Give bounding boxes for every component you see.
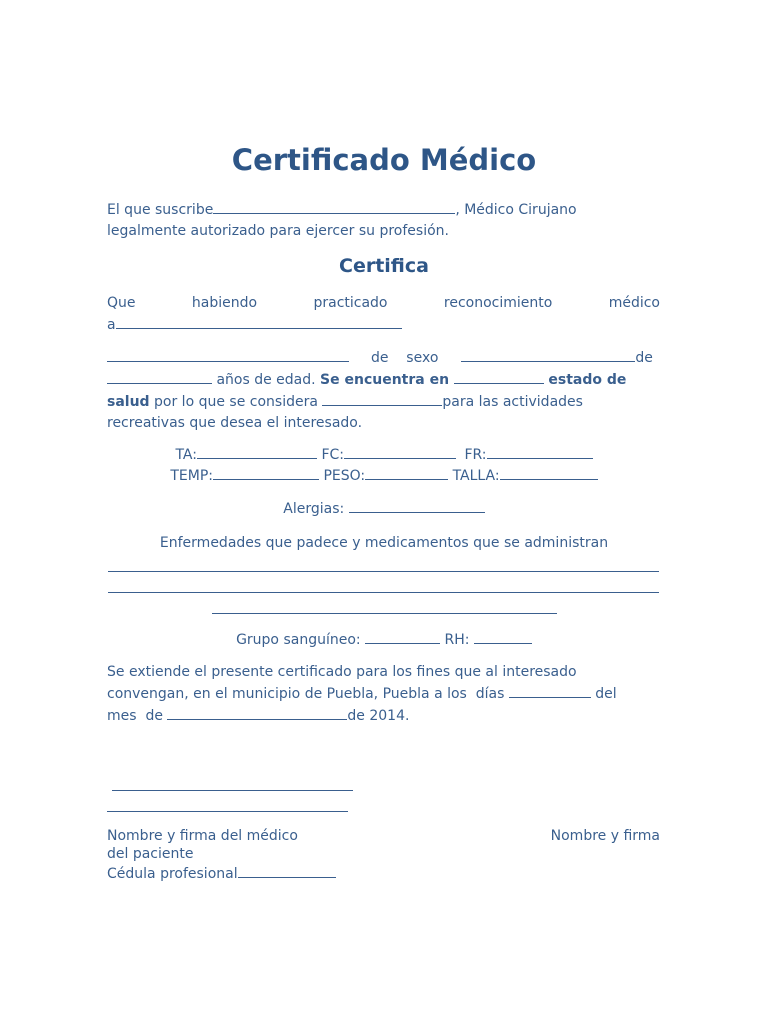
firma-label: Nombre y firma [550, 828, 660, 844]
de-sexo-label: de sexo [371, 350, 439, 366]
health-status-blank[interactable] [454, 369, 544, 384]
dias-blank[interactable] [509, 683, 591, 698]
cedula-label: Cédula profesional [107, 866, 238, 882]
talla-blank[interactable] [500, 465, 598, 480]
recreativas-line: recreativas que desea el interesado. [107, 415, 363, 431]
exam-paragraph [107, 293, 660, 336]
word-practicado: practicado [313, 295, 388, 311]
closing-line-3b: de 2014. [347, 708, 410, 724]
document-title: Certificado Médico [231, 143, 537, 177]
signature-block [107, 827, 660, 883]
rh-blank[interactable] [474, 629, 532, 644]
doctor-signature-line[interactable] [112, 790, 353, 791]
sex-blank[interactable] [461, 347, 635, 362]
grupo-label: Grupo sanguíneo: [236, 632, 366, 648]
fr-label: FR: [464, 447, 487, 463]
fitness-blank[interactable] [322, 391, 442, 406]
salud-label: salud [107, 394, 150, 410]
temp-label: TEMP: [170, 468, 214, 484]
closing-line-2a: convengan, en el municipio de Puebla, Puebla a los días [107, 686, 509, 702]
mes-blank[interactable] [167, 705, 347, 720]
de-label: de [635, 350, 653, 366]
enfermedades-label: Enfermedades que padece y medicamentos que se administran [159, 535, 609, 551]
peso-blank[interactable] [365, 465, 448, 480]
intro-legal: legalmente autorizado para ejercer su profesión. [107, 223, 449, 239]
intro-suscribe: El que suscribe [107, 202, 214, 218]
word-medico: médico [608, 295, 660, 311]
paciente-label: del paciente [107, 846, 194, 862]
vitals-row-2 [0, 465, 768, 487]
patient-name-blank[interactable] [116, 314, 402, 329]
estado-label: estado de [543, 372, 627, 388]
alergias-row [0, 498, 768, 520]
closing-line-3a: mes de [107, 708, 168, 724]
considera-label: por lo que se considera [149, 394, 323, 410]
status-paragraph [107, 347, 660, 434]
alergias-label: Alergias: [283, 501, 349, 517]
grupo-blank[interactable] [365, 629, 440, 644]
age-blank[interactable] [107, 369, 212, 384]
grupo-row [0, 629, 768, 651]
enfermedades-line-2[interactable] [108, 592, 659, 593]
fc-blank[interactable] [344, 444, 456, 459]
vitals-row-1 [0, 444, 768, 466]
intro-cirujano: , Médico Cirujano [455, 202, 577, 218]
section-subtitle: Certifica [339, 255, 429, 277]
fr-blank[interactable] [487, 444, 593, 459]
enfermedades-line-3[interactable] [212, 613, 557, 614]
closing-line-2b: del [590, 686, 617, 702]
cedula-blank[interactable] [238, 863, 336, 878]
ta-blank[interactable] [197, 444, 317, 459]
word-que: Que [107, 295, 136, 311]
intro-paragraph [107, 199, 660, 242]
peso-label: PESO: [323, 468, 366, 484]
closing-line-1: Se extiende el presente certificado para los fines que al interesado [107, 664, 577, 680]
alergias-blank[interactable] [349, 498, 485, 513]
temp-blank[interactable] [213, 465, 319, 480]
word-habiendo: habiendo [191, 295, 258, 311]
word-a: a [107, 317, 116, 333]
name-cont-blank[interactable] [107, 347, 349, 362]
word-reconocimiento: reconocimiento [443, 295, 553, 311]
ta-label: TA: [175, 447, 197, 463]
se-encuentra-label: Se encuentra en [320, 372, 450, 388]
patient-signature-line[interactable] [107, 811, 348, 812]
medico-signature-label: Nombre y firma del médico [107, 828, 298, 844]
fc-label: FC: [321, 447, 344, 463]
enfermedades-line-1[interactable] [108, 571, 659, 572]
doctor-name-blank[interactable] [213, 199, 455, 214]
anos-label: años de edad. [212, 372, 321, 388]
actividades-label: para las actividades [442, 394, 583, 410]
rh-label: RH: [440, 632, 474, 648]
talla-label: TALLA: [452, 468, 500, 484]
closing-paragraph [107, 662, 660, 727]
